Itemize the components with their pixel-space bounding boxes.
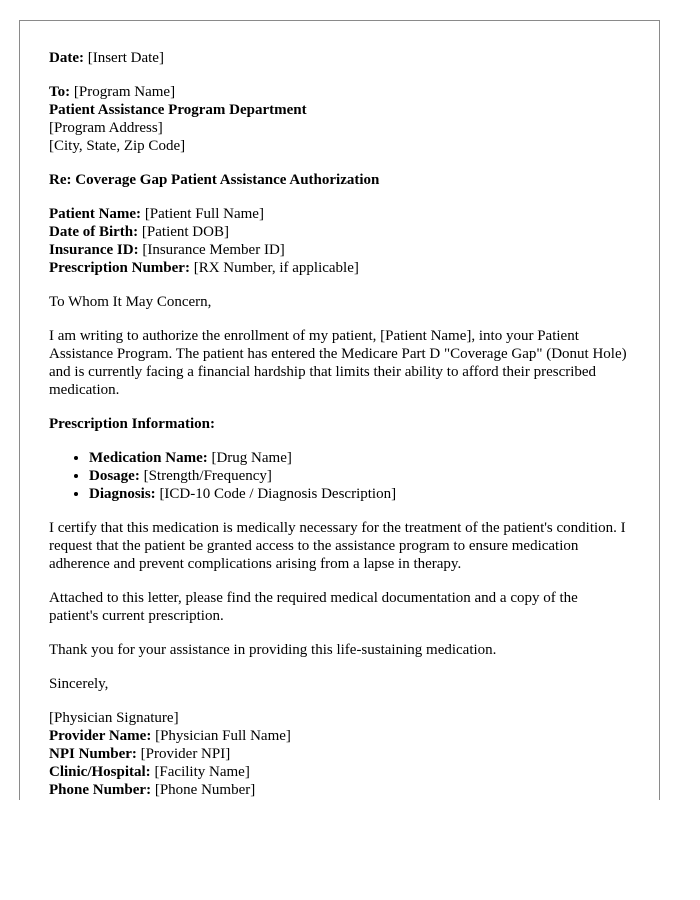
thanks-paragraph: Thank you for your assistance in providing this life-sustaining medication.	[49, 642, 497, 658]
patient-dob-line	[49, 223, 630, 241]
patient-dob-value: [Patient DOB]	[141, 224, 229, 240]
salutation: To Whom It May Concern,	[49, 294, 212, 310]
list-item-medication	[89, 449, 630, 467]
patient-dob-label: Date of Birth:	[49, 224, 139, 240]
patient-name-value: [Patient Full Name]	[144, 206, 264, 222]
closing: Sincerely,	[49, 676, 109, 692]
recipient-block	[49, 83, 630, 155]
patient-name-line	[49, 205, 630, 223]
prescription-number-line	[49, 259, 630, 277]
phone-number-label: Phone Number:	[49, 782, 152, 798]
insurance-id-value: [Insurance Member ID]	[142, 242, 285, 258]
provider-name-value: [Physician Full Name]	[155, 728, 291, 744]
date-line	[49, 49, 630, 67]
recipient-to-line	[49, 83, 630, 101]
clinic-hospital-line	[49, 763, 630, 781]
list-item-dosage	[89, 467, 630, 485]
physician-signature-placeholder: [Physician Signature]	[49, 710, 179, 726]
provider-name-line	[49, 727, 630, 745]
phone-number-line	[49, 781, 630, 799]
recipient-department: Patient Assistance Program Department	[49, 102, 307, 118]
signature-block	[49, 709, 630, 799]
prescription-info-list	[49, 449, 630, 503]
attached-paragraph: Attached to this letter, please find the required medical documentation and a copy of the patient's current prescription.	[49, 590, 578, 624]
phone-number-value: [Phone Number]	[154, 782, 256, 798]
provider-name-label: Provider Name:	[49, 728, 152, 744]
prescription-info-heading: Prescription Information:	[49, 416, 215, 432]
diagnosis-value: [ICD-10 Code / Diagnosis Description]	[159, 486, 397, 502]
clinic-hospital-value: [Facility Name]	[154, 764, 250, 780]
date-label: Date:	[49, 50, 84, 66]
npi-number-value: [Provider NPI]	[140, 746, 231, 762]
medication-name-label: Medication Name:	[89, 450, 208, 466]
patient-name-label: Patient Name:	[49, 206, 142, 222]
recipient-city-state-zip: [City, State, Zip Code]	[49, 138, 186, 154]
subject-line: Re: Coverage Gap Patient Assistance Authorization	[49, 172, 380, 188]
prescription-number-label: Prescription Number:	[49, 260, 190, 276]
dosage-label: Dosage:	[89, 468, 140, 484]
date-value: [Insert Date]	[87, 50, 164, 66]
medication-name-value: [Drug Name]	[211, 450, 292, 466]
prescription-number-value: [RX Number, if applicable]	[193, 260, 359, 276]
intro-paragraph: I am writing to authorize the enrollment of my patient, [Patient Name], into your Patient Assistance Program. The patient has entered the Medicare Part D "Coverage Gap" (Donut Hole) and is currently facing a financial hardship that limits their ability to afford their prescribed medication.	[49, 328, 627, 398]
insurance-id-line	[49, 241, 630, 259]
patient-info-block	[49, 205, 630, 277]
dosage-value: [Strength/Frequency]	[143, 468, 272, 484]
to-label: To:	[49, 84, 71, 100]
diagnosis-label: Diagnosis:	[89, 486, 156, 502]
npi-number-line	[49, 745, 630, 763]
npi-number-label: NPI Number:	[49, 746, 137, 762]
insurance-id-label: Insurance ID:	[49, 242, 139, 258]
program-name: [Program Name]	[73, 84, 176, 100]
list-item-diagnosis	[89, 485, 630, 503]
recipient-address: [Program Address]	[49, 120, 163, 136]
certify-paragraph: I certify that this medication is medically necessary for the treatment of the patient's condition. I request that the patient be granted access to the assistance program to ensure medication adherence and prevent complications arising from a lapse in therapy.	[49, 520, 626, 572]
letter-document	[19, 20, 660, 800]
clinic-hospital-label: Clinic/Hospital:	[49, 764, 151, 780]
